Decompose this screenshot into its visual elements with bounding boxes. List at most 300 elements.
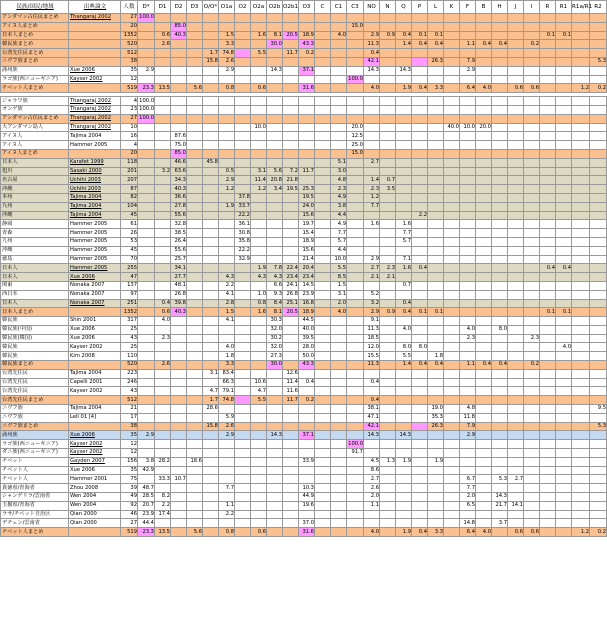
table-cell: 1.2	[364, 193, 380, 202]
table-cell	[380, 361, 396, 370]
table-cell	[187, 255, 203, 264]
table-cell	[219, 149, 235, 158]
table-row	[1, 22, 607, 31]
table-cell: Sasaki 2000	[69, 167, 121, 176]
table-cell	[508, 457, 524, 466]
table-cell	[187, 132, 203, 141]
table-cell	[267, 484, 283, 493]
table-cell	[347, 510, 364, 519]
table-cell	[283, 457, 299, 466]
table-cell	[444, 299, 460, 308]
table-cell	[508, 466, 524, 475]
table-cell: 4.8	[460, 405, 476, 414]
table-cell: 20.0	[476, 123, 492, 132]
table-cell	[572, 510, 590, 519]
table-cell	[556, 466, 572, 475]
table-cell	[476, 167, 492, 176]
table-cell: 20.8	[267, 176, 283, 185]
table-cell	[283, 237, 299, 246]
column-header: R1	[556, 1, 572, 14]
table-cell	[572, 317, 590, 326]
table-cell	[428, 211, 444, 220]
table-cell: 2.9	[219, 176, 235, 185]
table-cell: 10.3	[299, 484, 315, 493]
table-cell: 20	[121, 22, 138, 31]
table-cell	[476, 343, 492, 352]
table-cell	[444, 440, 460, 449]
table-cell: 32.8	[171, 220, 187, 229]
table-cell: デチェン/雲南省	[1, 519, 69, 528]
table-cell	[492, 510, 508, 519]
table-cell: 20	[121, 149, 138, 158]
table-cell	[267, 97, 283, 106]
table-cell: ニヴフ族まとめ	[1, 57, 69, 66]
table-cell	[412, 97, 428, 106]
table-cell	[364, 281, 380, 290]
column-header: 出典論文	[69, 1, 121, 14]
table-cell	[380, 75, 396, 84]
table-cell: 48.1	[171, 281, 187, 290]
table-cell	[331, 317, 347, 326]
column-header: O1a	[219, 1, 235, 14]
table-cell	[540, 167, 556, 176]
table-cell	[524, 396, 540, 405]
table-cell	[138, 290, 155, 299]
table-cell: 1.2	[219, 185, 235, 194]
table-cell: 青森	[1, 229, 69, 238]
table-cell	[299, 97, 315, 106]
table-cell	[299, 466, 315, 475]
table-cell	[171, 325, 187, 334]
table-cell	[476, 369, 492, 378]
table-cell	[428, 317, 444, 326]
table-cell	[444, 75, 460, 84]
table-cell	[444, 466, 460, 475]
table-cell: 44.5	[299, 317, 315, 326]
summary-section	[1, 14, 607, 93]
table-cell	[69, 57, 121, 66]
table-cell	[251, 141, 267, 150]
table-cell	[331, 14, 347, 23]
table-cell	[283, 14, 299, 23]
table-cell	[492, 466, 508, 475]
table-cell: 25.7	[171, 255, 187, 264]
table-cell: 7.7	[219, 484, 235, 493]
table-cell	[187, 484, 203, 493]
table-cell	[412, 57, 428, 66]
table-cell	[590, 378, 607, 387]
table-cell	[219, 105, 235, 114]
table-cell	[171, 528, 187, 537]
table-cell: 39.8	[171, 299, 187, 308]
table-cell	[556, 185, 572, 194]
table-cell: 3.8	[331, 202, 347, 211]
table-row	[1, 229, 607, 238]
table-cell: 3.3	[428, 84, 444, 93]
table-cell: 30.3	[267, 317, 283, 326]
table-cell: 26.8	[283, 290, 299, 299]
table-cell	[444, 185, 460, 194]
table-cell	[69, 49, 121, 58]
table-cell	[235, 75, 251, 84]
table-cell	[203, 528, 219, 537]
table-cell: 35.3	[428, 413, 444, 422]
table-cell	[251, 457, 267, 466]
table-cell: 1.8	[219, 352, 235, 361]
table-cell: 12	[121, 440, 138, 449]
table-cell: 46.6	[171, 158, 187, 167]
table-cell	[203, 114, 219, 123]
table-cell	[155, 281, 171, 290]
table-cell	[187, 317, 203, 326]
table-cell: 4.0	[331, 308, 347, 317]
table-cell	[299, 387, 315, 396]
table-cell	[590, 220, 607, 229]
table-cell	[540, 123, 556, 132]
table-cell: 36.6	[171, 193, 187, 202]
table-cell: 2.6	[155, 40, 171, 49]
table-cell	[251, 325, 267, 334]
table-cell: 0.6	[508, 528, 524, 537]
table-cell: 43	[121, 387, 138, 396]
table-cell	[219, 466, 235, 475]
table-cell	[251, 202, 267, 211]
table-cell	[540, 211, 556, 220]
table-cell	[347, 475, 364, 484]
table-cell: 2.9	[364, 31, 380, 40]
table-cell	[428, 237, 444, 246]
table-cell	[315, 123, 331, 132]
table-cell	[235, 14, 251, 23]
table-cell	[138, 202, 155, 211]
table-cell	[138, 475, 155, 484]
table-cell: 45	[121, 211, 138, 220]
table-cell: 44.9	[299, 493, 315, 502]
table-cell: 台湾先住民	[1, 387, 69, 396]
table-cell	[572, 40, 590, 49]
table-cell	[572, 422, 590, 431]
table-cell	[412, 387, 428, 396]
column-header: H	[492, 1, 508, 14]
table-cell	[590, 49, 607, 58]
table-cell	[380, 378, 396, 387]
table-cell	[364, 510, 380, 519]
table-cell	[540, 466, 556, 475]
table-cell	[412, 334, 428, 343]
table-cell: 5.1	[331, 158, 347, 167]
table-cell	[444, 255, 460, 264]
table-cell	[235, 308, 251, 317]
table-cell	[347, 413, 364, 422]
table-cell	[572, 149, 590, 158]
table-cell	[540, 361, 556, 370]
table-cell	[251, 105, 267, 114]
table-cell	[590, 202, 607, 211]
table-cell	[476, 75, 492, 84]
table-cell	[347, 431, 364, 440]
table-row	[1, 299, 607, 308]
table-cell	[508, 75, 524, 84]
table-cell	[187, 352, 203, 361]
table-cell	[251, 75, 267, 84]
table-cell	[251, 149, 267, 158]
table-cell: 12.0	[364, 343, 380, 352]
table-cell	[590, 105, 607, 114]
table-cell	[347, 66, 364, 75]
table-cell: 0.4	[428, 40, 444, 49]
table-cell	[572, 132, 590, 141]
table-cell	[396, 246, 412, 255]
table-cell: 16.8	[299, 299, 315, 308]
table-cell	[396, 449, 412, 458]
table-cell	[412, 273, 428, 282]
table-cell: 5.7	[396, 237, 412, 246]
table-cell	[380, 66, 396, 75]
table-cell	[315, 466, 331, 475]
table-row	[1, 378, 607, 387]
table-cell	[203, 167, 219, 176]
table-cell	[540, 57, 556, 66]
table-row	[1, 405, 607, 414]
table-cell: 2.9	[219, 431, 235, 440]
table-cell	[492, 141, 508, 150]
table-cell	[187, 334, 203, 343]
table-cell	[155, 431, 171, 440]
table-cell: Zhou 2008	[69, 484, 121, 493]
table-cell	[138, 255, 155, 264]
table-row	[1, 352, 607, 361]
table-cell	[590, 449, 607, 458]
table-cell	[251, 413, 267, 422]
table-row	[1, 475, 607, 484]
table-cell	[331, 431, 347, 440]
table-cell	[508, 343, 524, 352]
table-row	[1, 325, 607, 334]
table-cell	[380, 132, 396, 141]
table-cell	[428, 325, 444, 334]
table-cell	[283, 141, 299, 150]
table-cell	[155, 229, 171, 238]
table-cell	[460, 167, 476, 176]
table-cell: 26	[121, 229, 138, 238]
table-cell	[590, 22, 607, 31]
table-cell: 1.6	[251, 31, 267, 40]
table-cell: 2.9	[138, 431, 155, 440]
table-cell	[524, 405, 540, 414]
table-cell	[412, 290, 428, 299]
table-cell	[556, 57, 572, 66]
table-cell	[572, 440, 590, 449]
table-cell: ジャラワ族	[1, 97, 69, 106]
table-cell	[138, 281, 155, 290]
table-cell: Gayden 2007	[69, 457, 121, 466]
table-cell	[251, 246, 267, 255]
table-cell	[508, 57, 524, 66]
table-cell	[155, 114, 171, 123]
table-cell	[364, 22, 380, 31]
table-cell	[460, 193, 476, 202]
table-cell: 75	[121, 475, 138, 484]
table-cell	[572, 123, 590, 132]
table-cell	[444, 457, 460, 466]
table-cell	[590, 97, 607, 106]
table-cell	[492, 281, 508, 290]
table-cell	[138, 185, 155, 194]
table-cell	[235, 413, 251, 422]
table-cell: 5.9	[219, 413, 235, 422]
table-cell	[251, 114, 267, 123]
table-cell	[347, 202, 364, 211]
table-cell	[492, 290, 508, 299]
table-cell	[299, 176, 315, 185]
table-cell	[476, 413, 492, 422]
table-cell: 43.3	[299, 361, 315, 370]
table-cell	[476, 229, 492, 238]
table-cell: Tajima 2004	[69, 405, 121, 414]
table-cell	[315, 158, 331, 167]
table-cell	[380, 413, 396, 422]
table-cell	[444, 66, 460, 75]
table-cell	[203, 501, 219, 510]
table-cell	[396, 202, 412, 211]
table-cell	[572, 475, 590, 484]
table-cell	[219, 193, 235, 202]
table-cell	[347, 493, 364, 502]
table-cell: 0.4	[492, 40, 508, 49]
table-cell: Uchihi 2003	[69, 176, 121, 185]
table-cell	[476, 290, 492, 299]
table-cell	[572, 519, 590, 528]
table-cell	[380, 229, 396, 238]
table-cell	[235, 132, 251, 141]
table-cell	[590, 185, 607, 194]
table-cell: 46	[121, 510, 138, 519]
table-cell: アイヌ人	[1, 141, 69, 150]
table-cell	[347, 264, 364, 273]
table-cell: 0.4	[476, 40, 492, 49]
table-cell	[347, 31, 364, 40]
table-cell: Xue 2006	[69, 273, 121, 282]
table-cell	[171, 519, 187, 528]
table-cell: 2.3	[155, 334, 171, 343]
table-cell	[315, 317, 331, 326]
table-cell: Hammer 2005	[69, 255, 121, 264]
table-cell: 5.6	[187, 528, 203, 537]
table-row	[1, 528, 607, 537]
column-header: O2b	[267, 1, 283, 14]
table-cell	[524, 211, 540, 220]
table-cell: 1.9	[219, 202, 235, 211]
table-cell	[380, 105, 396, 114]
table-cell	[572, 75, 590, 84]
table-cell	[572, 246, 590, 255]
table-cell	[524, 149, 540, 158]
table-cell	[251, 237, 267, 246]
table-cell: 3.5	[380, 185, 396, 194]
table-cell	[138, 167, 155, 176]
table-cell	[590, 387, 607, 396]
table-cell	[492, 334, 508, 343]
table-cell: 23.4	[283, 273, 299, 282]
table-cell	[444, 114, 460, 123]
table-cell	[524, 325, 540, 334]
table-row	[1, 114, 607, 123]
table-cell	[412, 440, 428, 449]
table-cell	[444, 352, 460, 361]
table-cell	[428, 449, 444, 458]
table-cell: Tajima 2004	[69, 211, 121, 220]
table-cell	[203, 237, 219, 246]
table-cell	[171, 484, 187, 493]
table-cell	[155, 387, 171, 396]
table-cell	[299, 132, 315, 141]
table-cell	[331, 396, 347, 405]
table-cell	[572, 255, 590, 264]
table-cell	[299, 449, 315, 458]
table-cell	[251, 466, 267, 475]
table-cell	[590, 66, 607, 75]
table-cell	[219, 220, 235, 229]
table-cell: 12	[121, 75, 138, 84]
table-cell: 520	[121, 361, 138, 370]
table-row	[1, 387, 607, 396]
table-cell	[219, 255, 235, 264]
table-cell	[524, 141, 540, 150]
table-cell	[524, 466, 540, 475]
table-cell	[444, 308, 460, 317]
table-cell: 36.1	[235, 220, 251, 229]
table-cell	[444, 105, 460, 114]
table-cell	[203, 449, 219, 458]
table-cell: 4.0	[476, 84, 492, 93]
table-cell	[508, 493, 524, 502]
table-cell: 11.3	[364, 325, 380, 334]
table-cell: 1.4	[396, 361, 412, 370]
table-cell: 1.9	[428, 457, 444, 466]
table-cell: 17	[121, 413, 138, 422]
table-cell	[540, 49, 556, 58]
table-cell	[138, 132, 155, 141]
table-cell	[396, 193, 412, 202]
table-cell	[492, 229, 508, 238]
table-cell	[380, 510, 396, 519]
table-cell	[315, 413, 331, 422]
table-cell	[364, 369, 380, 378]
table-cell	[331, 84, 347, 93]
table-cell	[267, 57, 283, 66]
table-cell	[444, 422, 460, 431]
table-cell	[187, 202, 203, 211]
table-cell	[524, 440, 540, 449]
table-cell	[380, 449, 396, 458]
table-cell	[524, 431, 540, 440]
table-cell	[347, 396, 364, 405]
table-cell	[251, 40, 267, 49]
table-cell	[155, 449, 171, 458]
table-cell	[364, 141, 380, 150]
table-cell	[364, 246, 380, 255]
table-cell	[444, 484, 460, 493]
table-cell: 32.9	[235, 255, 251, 264]
table-cell: 0.9	[380, 308, 396, 317]
table-cell	[444, 40, 460, 49]
table-cell	[331, 49, 347, 58]
table-row	[1, 273, 607, 282]
table-cell	[331, 123, 347, 132]
table-cell: 22.2	[235, 211, 251, 220]
table-cell	[428, 343, 444, 352]
table-cell	[492, 123, 508, 132]
